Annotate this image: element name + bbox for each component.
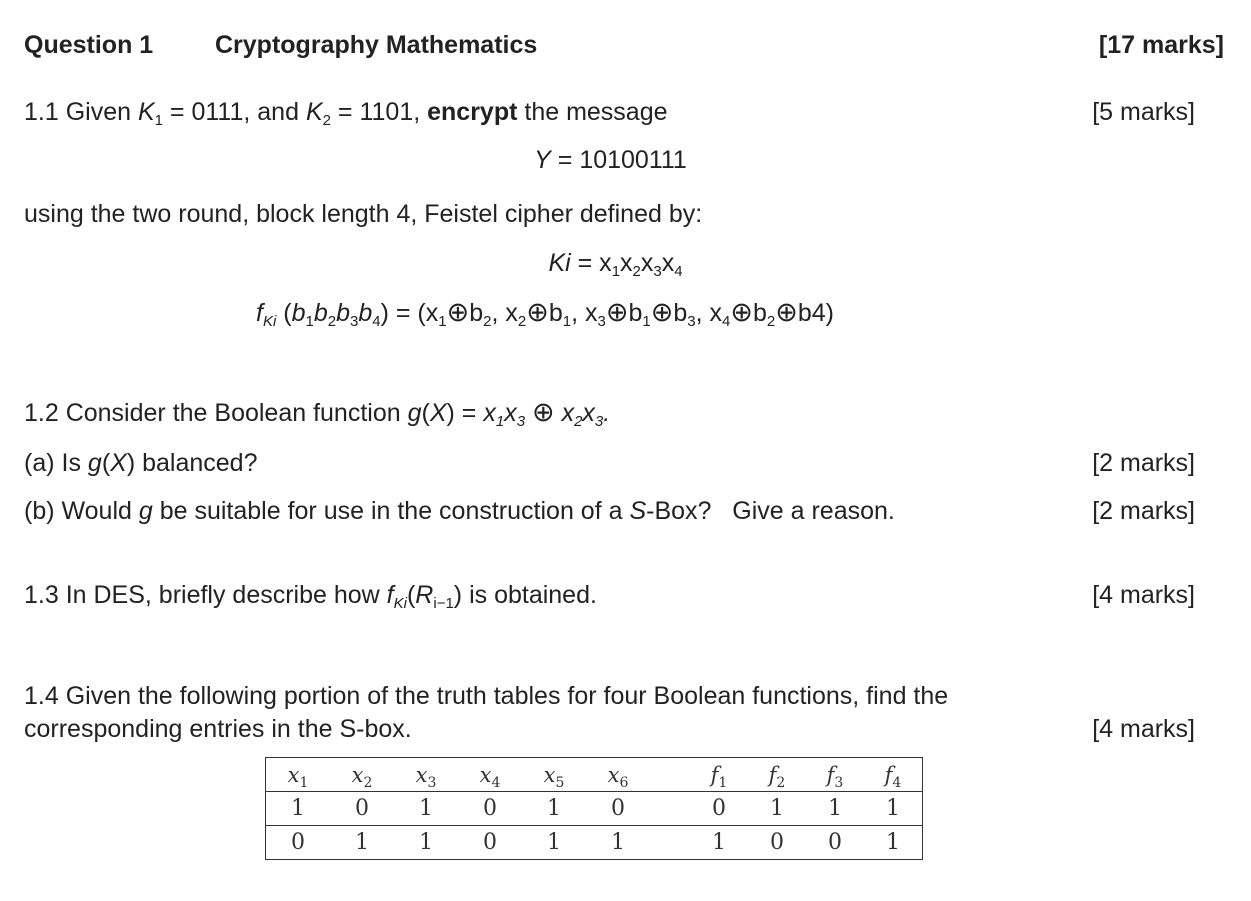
table-gap bbox=[650, 792, 690, 826]
encrypt-keyword: encrypt bbox=[427, 98, 518, 126]
table-row bbox=[266, 826, 923, 860]
truth-table bbox=[265, 757, 923, 860]
header-gap bbox=[650, 758, 690, 792]
header-f1: $f_1$ bbox=[690, 758, 748, 792]
q1-2-b-marks: [2 marks] bbox=[1092, 497, 1195, 525]
table-cell: 0 bbox=[458, 792, 522, 826]
table-gap bbox=[650, 826, 690, 860]
q1-1-key-def: $Ki = x_1x_2x_3x_4$ bbox=[548, 249, 683, 280]
header-x4: $x_4$ bbox=[458, 758, 522, 792]
table-cell: 0 bbox=[483, 830, 497, 855]
table-cell: 1 bbox=[886, 830, 900, 855]
table-cell: 1 bbox=[394, 792, 458, 826]
q1-4-line2: corresponding entries in the S-box. bbox=[24, 715, 412, 743]
header-x1: $x_1$ bbox=[266, 758, 331, 792]
table-cell: 1 bbox=[355, 830, 369, 855]
table-cell: 1 bbox=[522, 792, 586, 826]
q1-4-line1: 1.4 Given the following portion of the truth tables for four Boolean functions, find the bbox=[24, 682, 949, 710]
table-cell: 1 bbox=[547, 830, 561, 855]
header-x6: $x_6$ bbox=[586, 758, 650, 792]
table-cell: 0 bbox=[828, 830, 842, 855]
question-number: Question 1 bbox=[24, 31, 154, 59]
header-x3: $x_3$ bbox=[394, 758, 458, 792]
q1-1-intro: 1.1 Given $K_1 = 0111$, and $K_2 = 1101$, encrypt the message bbox=[24, 98, 668, 129]
header-f4: $f_4$ bbox=[864, 758, 923, 792]
q1-1-marks: [5 marks] bbox=[1092, 98, 1195, 126]
q1-2-a-marks: [2 marks] bbox=[1092, 449, 1195, 477]
table-cell: 0 bbox=[770, 830, 784, 855]
question-title: Cryptography Mathematics bbox=[215, 31, 538, 59]
table-cell: 1 bbox=[419, 830, 433, 855]
q1-2-a: (a) Is g(X) balanced? bbox=[24, 449, 258, 477]
q1-1-message: Y = 10100111 bbox=[534, 146, 687, 174]
table-cell: 0 bbox=[291, 830, 305, 855]
q1-2-b: (b) Would g be suitable for use in the construction of a S-Box? Give a reason. bbox=[24, 497, 895, 525]
table-cell: 1 bbox=[864, 792, 923, 826]
header-f2: $f_2$ bbox=[748, 758, 806, 792]
table-cell: 0 bbox=[690, 792, 748, 826]
table-cell: 0 bbox=[330, 792, 394, 826]
q1-1-f-def: $f_{Ki}$ $(b_1b_2b_3b_4)$ = ($x_1\oplus b_2$, $x_2\oplus b_1$, $x_3\oplus b_1\oplus b_3$, $x_4\oplus b_2\oplus b4$) bbox=[256, 297, 834, 330]
table-cell: 1 bbox=[806, 792, 864, 826]
q1-3-text: 1.3 In DES, briefly describe how $f_{Ki}(R_{i-1})$ is obtained. bbox=[24, 581, 597, 612]
header-f3: $f_3$ bbox=[806, 758, 864, 792]
header-x5: $x_5$ bbox=[522, 758, 586, 792]
header-x2: $x_2$ bbox=[330, 758, 394, 792]
truth-table-header-row bbox=[266, 758, 923, 792]
q1-1-using: using the two round, block length 4, Feistel cipher defined by: bbox=[24, 200, 703, 228]
table-row bbox=[266, 792, 923, 826]
table-cell: 1 bbox=[712, 830, 726, 855]
table-cell: 1 bbox=[611, 830, 625, 855]
q1-3-marks: [4 marks] bbox=[1092, 581, 1195, 609]
q1-2-intro: 1.2 Consider the Boolean function $g(X) = x_1x_3$ ⊕ $x_2x_3$. bbox=[24, 397, 611, 430]
q1-4-marks: [4 marks] bbox=[1092, 715, 1195, 743]
question-total-marks: [17 marks] bbox=[1098, 31, 1224, 59]
table-cell: 1 bbox=[266, 792, 331, 826]
table-cell: 1 bbox=[748, 792, 806, 826]
table-cell: 0 bbox=[586, 792, 650, 826]
